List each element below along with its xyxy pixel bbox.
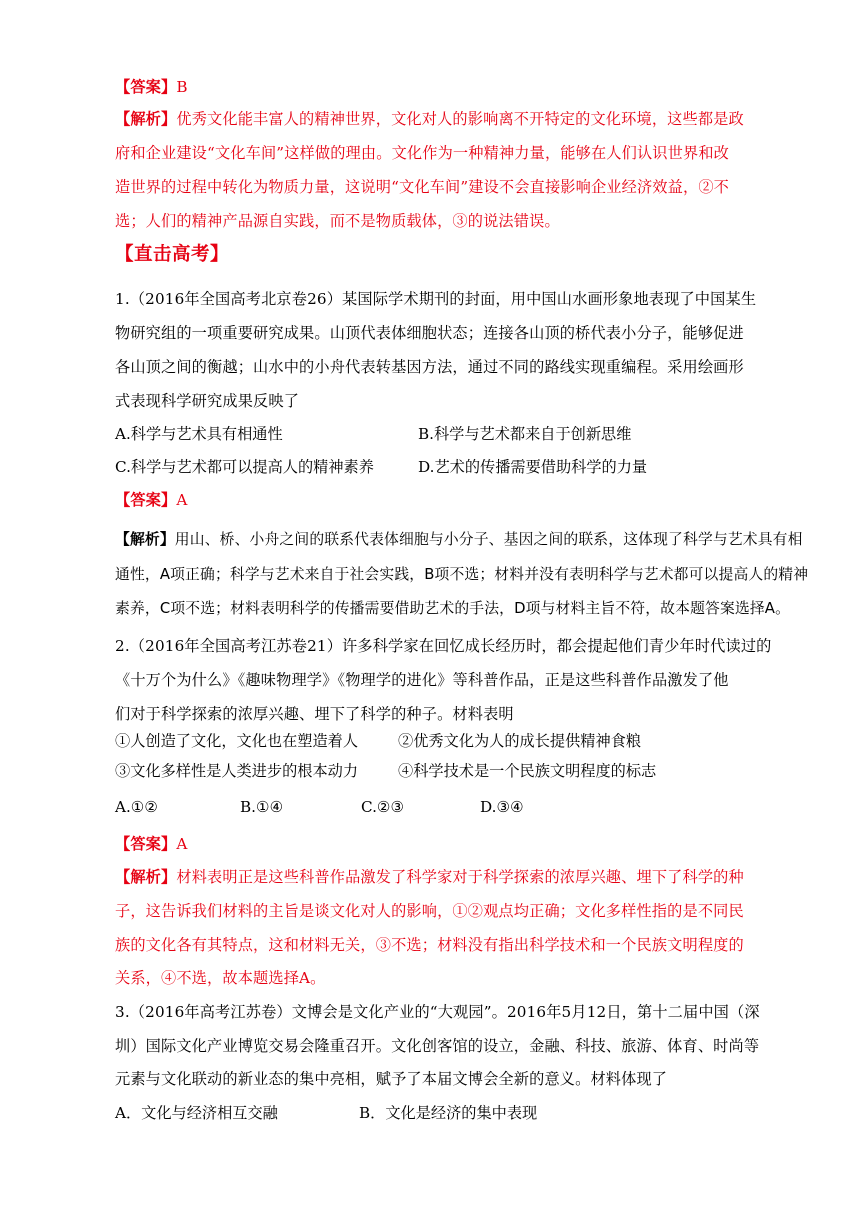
option-a: A.①②	[115, 798, 159, 816]
analysis-tag: 【解析】	[115, 110, 177, 128]
option-c: C.科学与艺术都可以提高人的精神素养	[115, 458, 374, 476]
question-1-text: 各山顶之间的衡越；山水中的小舟代表转基因方法，通过不同的路线实现重编程。采用绘画形	[115, 358, 744, 376]
option-a: A．文化与经济相互交融	[115, 1104, 278, 1122]
answer-line	[115, 834, 187, 854]
answer-line	[115, 77, 188, 97]
answer-tag: 【答案】	[115, 78, 177, 96]
answer-line	[115, 490, 187, 510]
answer-value: B	[176, 78, 188, 96]
answer-value: A	[176, 491, 188, 509]
answer-tag: 【答案】	[115, 835, 177, 853]
question-1-text: 式表现科学研究成果反映了	[115, 392, 300, 410]
analysis-tag: 【解析】	[115, 868, 177, 886]
option-a: A.科学与艺术具有相通性	[115, 425, 283, 443]
option-d: D.③④	[480, 798, 524, 816]
analysis-text: 用山、桥、小舟之间的联系代表体细胞与小分子、基因之间的联系，这体现了科学与艺术具有相	[174, 531, 803, 548]
statement-2: ②优秀文化为人的成长提供精神食粮	[398, 732, 641, 750]
statement-3: ③文化多样性是人类进步的根本动力	[115, 762, 358, 780]
analysis-text: 优秀文化能丰富人的精神世界，文化对人的影响离不开特定的文化环境，这些都是政	[176, 110, 744, 128]
answer-tag: 【答案】	[115, 491, 177, 509]
statement-1: ①人创造了文化，文化也在塑造着人	[115, 732, 358, 750]
question-2-text: 《十万个为什么》《趣味物理学》《物理学的进化》等科普作品，正是这些科普作品激发了他	[115, 671, 729, 689]
option-c: C.②③	[361, 798, 405, 816]
section-heading: 【直击高考】	[115, 244, 230, 265]
question-3-text: 元素与文化联动的新业态的集中亮相，赋予了本届文博会全新的意义。材料体现了	[115, 1070, 668, 1088]
option-b: B．文化是经济的集中表现	[359, 1104, 538, 1122]
statement-4: ④科学技术是一个民族文明程度的标志	[398, 762, 657, 780]
analysis-text: 关系，④不选，故本题选择A。	[115, 969, 326, 987]
question-2-text: 们对于科学探索的浓厚兴趣、埋下了科学的种子。材料表明	[115, 705, 514, 723]
answer-value: A	[176, 835, 188, 853]
analysis-line	[115, 109, 744, 129]
question-3-text: 3.（2016年高考江苏卷）文博会是文化产业的“大观园”。2016年5月12日，第十二届中国（深	[115, 1003, 760, 1021]
analysis-text: 材料表明正是这些科普作品激发了科学家对于科学探索的浓厚兴趣、埋下了科学的种	[176, 868, 744, 886]
option-d: D.艺术的传播需要借助科学的力量	[418, 458, 648, 476]
analysis-line	[115, 867, 744, 887]
analysis-text: 通性，A项正确；科学与艺术来自于社会实践，B项不选；材料并没有表明科学与艺术都可以提高人的精神	[115, 566, 809, 583]
option-b: B.科学与艺术都来自于创新思维	[418, 425, 632, 443]
analysis-text: 选；人们的精神产品源自实践，而不是物质载体，③的说法错误。	[115, 212, 560, 230]
question-1-text: 1.（2016年全国高考北京卷26）某国际学术期刊的封面，用中国山水画形象地表现了中国某生	[115, 290, 757, 308]
analysis-tag: 【解析】	[115, 531, 175, 548]
analysis-line	[115, 530, 803, 550]
analysis-text: 府和企业建设“文化车间”这样做的理由。文化作为一种精神力量，能够在人们认识世界和改	[115, 144, 729, 162]
analysis-text: 子，这告诉我们材料的主旨是谈文化对人的影响，①②观点均正确；文化多样性指的是不同民	[115, 902, 744, 920]
question-1-text: 物研究组的一项重要研究成果。山顶代表体细胞状态；连接各山顶的桥代表小分子，能够促进	[115, 324, 744, 342]
analysis-text: 素养，C项不选；材料表明科学的传播需要借助艺术的手法，D项与材料主旨不符，故本题答案选择A。	[115, 600, 791, 617]
question-2-text: 2.（2016年全国高考江苏卷21）许多科学家在回忆成长经历时，都会提起他们青少年时代读过的	[115, 637, 772, 655]
analysis-text: 造世界的过程中转化为物质力量，这说明“文化车间”建设不会直接影响企业经济效益，②不	[115, 178, 729, 196]
analysis-text: 族的文化各有其特点，这和材料无关，③不选；材料没有指出科学技术和一个民族文明程度的	[115, 936, 744, 954]
question-3-text: 圳）国际文化产业博览交易会隆重召开。文化创客馆的设立，金融、科技、旅游、体育、时尚等	[115, 1037, 760, 1055]
option-b: B.①④	[240, 798, 284, 816]
